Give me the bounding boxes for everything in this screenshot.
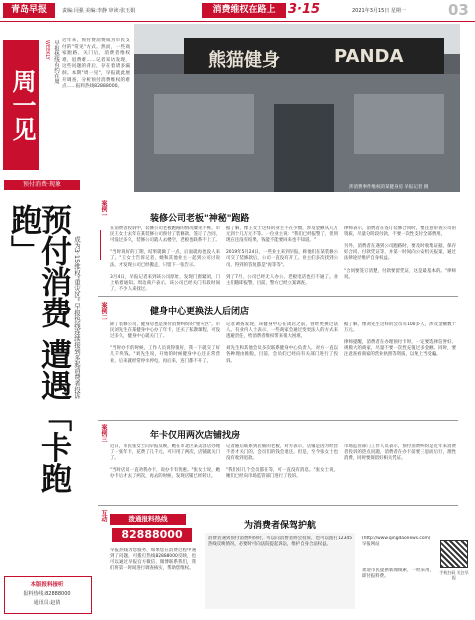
case-title: 装修公司老板"神秘"跑路 xyxy=(150,214,250,224)
intro-text: 近年来，预付费消费成为市民支付的"常见"方式。然而，一些商家跑路、关门后，消费者维权难、退费难……记者采访发现，这些问题的背后，存在着诸多漏洞。本期"周一见"，早报就此展开调查，分析预付消费维权的难点……报料热线82888000。 xyxy=(62,38,130,90)
footer-line-1: 报料热线:82888000 xyxy=(23,591,71,597)
divider xyxy=(98,296,458,297)
case-label: 案例一 xyxy=(100,200,107,218)
case1-column-2: 据了解，像王女士这样的业主不在少数，涉及金额从几万元到十几万元不等。一位业主说："我们已经报警了，但到现在还没有结果，钱能不能要回来也不知道。" 2019年5月24日，一些业主来到早报，称他们在某装修公司交了装修款后，公司一直没有开工。业主们多次找到公司，得到的答复都是"再等等"。 到了7月，公司已经无人办公，老板电话也打不通了。业主们随即报警，目前，警方已经立案调查。 xyxy=(226,226,338,286)
issue-date: 2021年3月15日 星期一 xyxy=(352,8,406,14)
sidebar-tag: 预付消费·现象 xyxy=(4,180,80,190)
newspaper-logo: 青岛早报 xyxy=(3,3,55,18)
hotline-text: 消费者遇到预付消费纠纷时，可以向消费者协会投诉，也可以拨打12345热线反映情况，必要时可向法院提起诉讼，维护自身合法权益。 xyxy=(208,536,352,548)
window-right xyxy=(354,94,444,154)
hotline-title: 为消费者保驾护航 xyxy=(244,521,317,531)
week-sub-label: WEEKLY xyxy=(44,40,50,60)
case-title: 年卡仅用两次店铺找房 xyxy=(150,431,241,441)
storefront-photo xyxy=(134,24,460,192)
topic-line-1: 早报热线有约在周 xyxy=(53,40,59,84)
case3-column-3: 市场监管部门工作人员表示，预付消费纠纷是近年来消费者投诉的热点问题，消费者在办卡前要三思而后行，理性消费，同时要保留好相关凭证。 xyxy=(344,444,456,462)
editors-line: 责编:闫强 美编:李静 审读:张玉娟 xyxy=(62,8,136,14)
banner-badge: 3·15 xyxy=(288,2,321,17)
case-label: 案例三 xyxy=(100,424,107,442)
qr-caption: 手机扫码 关注早报 xyxy=(439,570,469,580)
footer-title: 本版报料接听 xyxy=(30,582,64,588)
case-title: 健身中心更换法人后闭店 xyxy=(150,307,250,317)
banner-title: 消费维权在路上 xyxy=(202,3,286,18)
case2-column-3: 据了解，像刘先生这样的会员有100多人，涉及金额数十万元。 律师提醒，消费者在办理预付卡时，一定要选择信誉好、规模大的商家，尽量不要一次性充值过多金额。同时，要注意查看商家的营业执照等资质，以免上当受骗。 xyxy=(344,322,456,358)
case2-column-1: 除了装修公司，健身房也是预付消费纠纷的"重灾区"。市民刘先生在某健身中心办了年卡，还买了私教课程，可没过多久，健身中心就关门了。 "当时办卡的时候，工作人员说得很好，我一下就交了好几千块钱。"刘先生说，开始的时候健身中心还正常营业，后来就经常停水停电，再后来，连门都不开了。 xyxy=(110,322,220,364)
photo-caption: 涉消费事件维权的某健身房 早报记者 摄 xyxy=(349,185,429,190)
hotline-note: 欢迎市民提供新闻线索，一经采用，即付报料费。 xyxy=(362,568,434,580)
header-rule xyxy=(0,21,475,22)
case1-marker xyxy=(100,230,101,260)
divider xyxy=(98,420,458,421)
storefront-door xyxy=(274,104,334,192)
sign-right-text: PANDA xyxy=(334,46,404,67)
window-left xyxy=(154,94,254,154)
case1-column-3: 律师表示，消费者在签订装修合同时，要注意审查公司的资质，尽量分阶段付款，不要一次性支付全部费用。 另外，消费者在遇到公司跑路时，要及时收集证据，保存好合同、付款凭证等，并第一时间向公安机关报案，通过法律途径维护自身权益。 "合同要签订清楚，付款要留凭证，这是最基本的。"律师说。 xyxy=(344,226,456,280)
divider xyxy=(98,505,458,506)
hotline-number: 82888000 xyxy=(112,528,192,542)
case1-column-1: 在消费者投诉中，装修公司老板跑路的情况屡见不鲜。市民王女士去年在某装修公司预付了装修款，签订了合同，可没过多久，装修公司就人去楼空，老板也联系不上了。 "当时说好的工期，结果就做了一点，后面就再也没人来了。"王女士告诉记者，她和其他业主一起到公司讨说法，才发现公司已经搬走，只留下一张告示。 3月4日，早报记者来到该公司原址，发现门窗紧闭，门上贴着通知。周边商户表示，该公司已经关门有段时间了，不少人来找过。 xyxy=(110,226,220,292)
hotline-links[interactable]: (http://www.qingdaonews.com)早报网站 xyxy=(362,536,431,548)
case-label: 案例二 xyxy=(100,302,107,320)
case2-column-2: 记者调查发现，该健身中心在闭店之前，曾经更换过法人。有业内人士表示，一些商家会通过变更法人的方式来逃避责任，给消费者维权带来很大困难。 刘先生和其他会员多次联系健身中心负责人，对方一直以各种理由推脱。目前，会员们已经向有关部门进行了投诉。 xyxy=(226,322,338,364)
hotline-banner: 拨通报料热线 xyxy=(110,514,186,525)
case-label: 互动 xyxy=(100,510,107,522)
case3-column-2: 记者随后联系到店铺的老板，对方表示，店铺是因为经营不善才关门的，会员们的钱会退还。但是，至今张女士也没有收到退款。 "我们好几个会员都在等，可一直没有消息。"张女士说，她们已经向市场监管部门进行了投诉。 xyxy=(226,444,338,480)
page-number: 03 xyxy=(448,1,469,19)
header-bar xyxy=(0,0,475,22)
case3-column-1: 近日，市民张女士向早报反映，她在市北区某美容店办理了一张年卡，花费了几千元，可只用了两次，店铺就关门了。 "当时店员一直劝我办卡，说办卡有优惠。"张女士说，她办卡后才去了两次，再去的时候，发现店铺已经转让。 xyxy=(110,444,220,480)
headline-main: 预付消费 遭遇「卡跑跑」 xyxy=(5,204,71,494)
headline-kicker: 成为3·15维权"重灾区" 早报热线连续接到多起消费者投诉 xyxy=(73,236,81,399)
sign-left-text: 熊猫健身 xyxy=(208,50,280,71)
hotline-intro: 早报热线为您服务，如果您在消费过程中遇到了问题，可拨打热线82888000反映，也可以通过早报官方微信、微博联系我们，我们将第一时间进行调查核实，帮助您维权。 xyxy=(110,548,196,572)
qr-code-icon[interactable] xyxy=(440,540,468,568)
week-label: 周一见 xyxy=(3,40,39,170)
footer-line-2: 通讯员:赵倩 xyxy=(33,600,61,606)
